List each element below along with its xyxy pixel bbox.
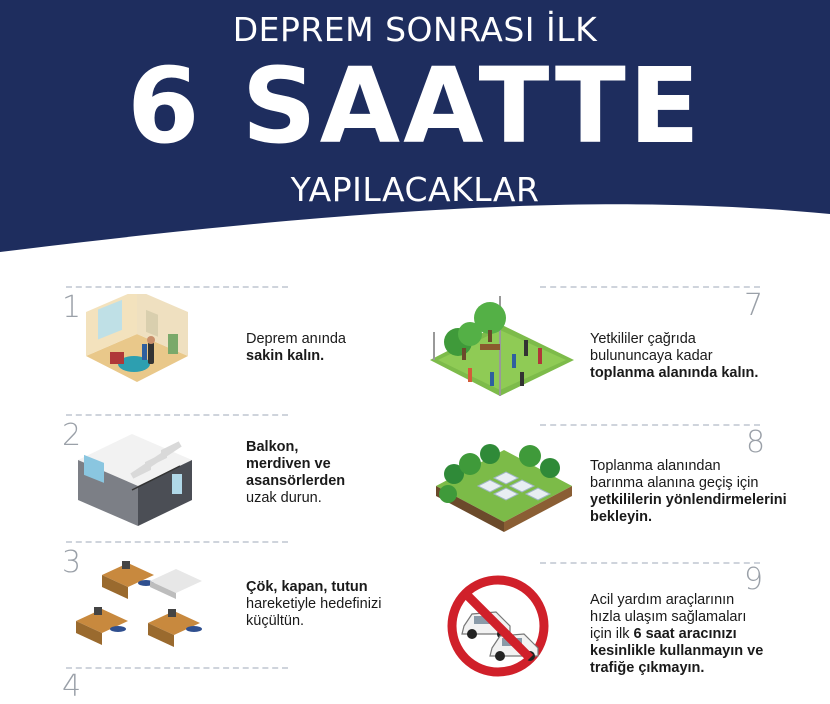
divider bbox=[66, 541, 288, 543]
no-cars-sign-illustration bbox=[446, 574, 550, 678]
park-assembly-illustration bbox=[428, 296, 578, 400]
step-2-text: Balkon, merdiven ve asansörlerden uzak durun. bbox=[246, 439, 346, 506]
step-number-7: 7 bbox=[744, 288, 764, 323]
step-number-1: 1 bbox=[62, 290, 82, 325]
header-banner bbox=[0, 0, 830, 252]
step-3-text: Çök, kapan, tutun hareketiyle hedefinizi küçültün. bbox=[246, 579, 382, 629]
divider bbox=[66, 414, 288, 416]
step-9-text: Acil yardım araçlarının hızla ulaşım sağlamaları için ilk 6 saat aracınızı kesinlikle kullanmayın ve trafiğe çıkmayın. bbox=[590, 592, 764, 676]
tent-camp-illustration bbox=[434, 440, 574, 540]
header-line3: YAPILACAKLAR bbox=[290, 170, 540, 209]
living-room-illustration bbox=[82, 294, 192, 396]
step-number-9: 9 bbox=[744, 562, 764, 597]
step-number-2: 2 bbox=[62, 418, 82, 453]
header-line1: DEPREM SONRASI İLK bbox=[232, 10, 598, 49]
desks-illustration bbox=[72, 555, 222, 655]
step-7-text: Yetkililer çağrıda bulununcaya kadar toplanma alanında kalın. bbox=[590, 331, 759, 381]
divider bbox=[66, 667, 288, 669]
header-title: 6 SAATTE bbox=[127, 45, 703, 167]
step-number-3: 3 bbox=[62, 545, 82, 580]
step-1-text: Deprem anında sakin kalın. bbox=[246, 331, 346, 364]
divider bbox=[66, 286, 288, 288]
divider bbox=[540, 286, 760, 288]
step-8-text: Toplanma alanından barınma alanına geçiş için yetkililerin yönlendirmelerini bekleyin. bbox=[590, 458, 787, 525]
stairs-building-illustration bbox=[72, 420, 198, 528]
divider bbox=[540, 424, 760, 426]
divider bbox=[540, 562, 760, 564]
step-number-4: 4 bbox=[62, 669, 82, 704]
step-number-8: 8 bbox=[746, 425, 766, 460]
